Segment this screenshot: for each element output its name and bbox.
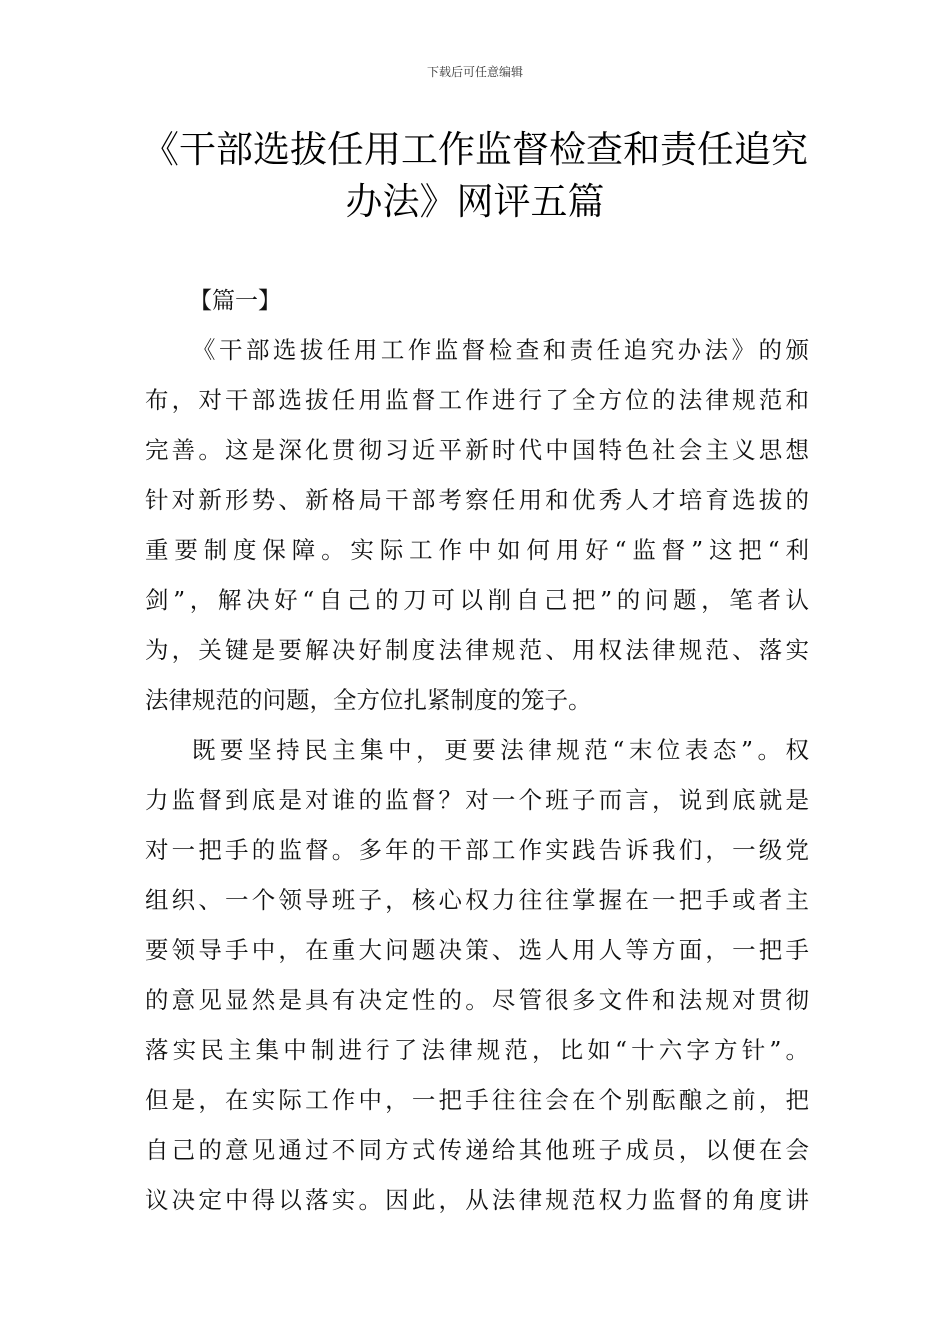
text-line: 自己的意见通过不同方式传递给其他班子成员，以便在会 [145, 1136, 809, 1164]
text-line: 力监督到底是对谁的监督？对一个班子而言，说到底就是 [145, 786, 809, 814]
text-line: 对一把手的监督。多年的干部工作实践告诉我们，一级党 [145, 836, 809, 864]
text-line: 既要坚持民主集中，更要法律规范“末位表态”。权 [192, 736, 809, 764]
text-line: 议决定中得以落实。因此，从法律规范权力监督的角度讲 [145, 1186, 809, 1214]
text-line: 的意见显然是具有决定性的。尽管很多文件和法规对贯彻 [145, 986, 809, 1014]
title-line: 办法》网评五篇 [345, 180, 605, 223]
paragraph-2 [145, 725, 809, 1225]
text-line: 布，对干部选拔任用监督工作进行了全方位的法律规范和 [145, 386, 809, 414]
text-line: 为，关键是要解决好制度法律规范、用权法律规范、落实 [145, 636, 809, 664]
text-line: 落实民主集中制进行了法律规范，比如“十六字方针”。 [145, 1036, 809, 1064]
section-heading: 【篇一】 [189, 288, 281, 314]
text-line: 完善。这是深化贯彻习近平新时代中国特色社会主义思想 [145, 436, 809, 464]
paragraph-1 [145, 325, 809, 725]
text-line: 法律规范的问题，全方位扎紧制度的笼子。 [145, 686, 592, 714]
header-note: 下载后可任意编辑 [426, 65, 523, 79]
text-line: 重要制度保障。实际工作中如何用好“监督”这把“利 [145, 536, 809, 564]
document-title [130, 124, 820, 228]
text-line: 剑”，解决好“自己的刀可以削自己把”的问题，笔者认 [145, 586, 809, 614]
text-line: 但是，在实际工作中，一把手往往会在个别酝酿之前，把 [145, 1086, 809, 1114]
text-line: 要领导手中，在重大问题决策、选人用人等方面，一把手 [145, 936, 809, 964]
text-line: 针对新形势、新格局干部考察任用和优秀人才培育选拔的 [145, 486, 809, 514]
text-line: 《干部选拔任用工作监督检查和责任追究办法》的颁 [192, 336, 809, 364]
title-line: 《干部选拔任用工作监督检查和责任追究 [142, 128, 808, 171]
text-line: 组织、一个领导班子，核心权力往往掌握在一把手或者主 [145, 886, 809, 914]
